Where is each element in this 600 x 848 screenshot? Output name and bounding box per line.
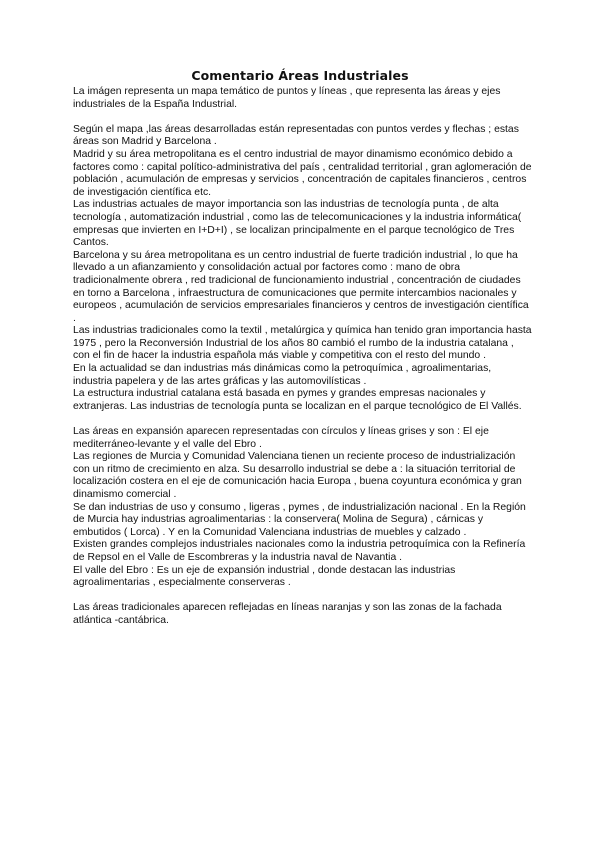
paragraph-gap — [73, 111, 533, 124]
paragraph-gap — [73, 590, 533, 603]
document-body — [73, 86, 533, 628]
paragraph-murcia-valencia: Las regiones de Murcia y Comunidad Valenciana tienen un reciente proceso de industrialización con un ritmo de crecimiento en alza. Su desarrollo industrial se debe a : la situación territorial de localización costera en el eje de comunicación hacia Europa , buena coyuntura económica y gran dinamismo comercial . — [73, 451, 522, 500]
document-title: Comentario Áreas Industriales — [191, 68, 409, 83]
paragraph-industry-types: Se dan industrias de uso y consumo , ligeras , pymes , de industrialización nacional . En la Región de Murcia hay industrias agroalimentarias : la conservera( Molina de Segura) , cárnicas y embutidos ( Lorca) . Y en la Comunidad Valenciana industrias de muebles y calzado . — [73, 501, 526, 538]
paragraph-complexes: Existen grandes complejos industriales nacionales como la industria petroquímica con la Refinería de Repsol en el Valle de Escombreras y la industria naval de Navantia . — [73, 539, 526, 563]
paragraph-catalan-structure: La estructura industrial catalana está basada en pymes y grandes empresas nacionales y extranjeras. Las industrias de tecnología punta se localizan en el parque tecnológico de El Vallés. — [73, 388, 522, 412]
paragraph-madrid-industries: Las industrias actuales de mayor importancia son las industrias de tecnología punta , de alta tecnología , automatización industrial , como las de telecomunicaciones y la industria informática( empresas que invierten en I+D+I) , se localizan principalmente en el parque tecnológico de Tres Cantos. — [73, 199, 522, 249]
paragraph-developed-areas: Según el mapa ,las áreas desarrolladas están representadas con puntos verdes y flechas ; estas áreas son Madrid y Barcelona . — [73, 123, 519, 148]
paragraph-traditional-areas: Las áreas tradicionales aparecen reflejadas en líneas naranjas y son las zonas de la fachada atlántica -cantábrica. — [73, 602, 502, 626]
paragraph-current-industries: En la actualidad se dan industrias más dinámicas como la petroquímica , agroalimentarias, industria papelera y de las artes gráficas y las automovilísticas . — [73, 363, 492, 387]
paragraph-traditional-industries: Las industrias tradicionales como la textil , metalúrgica y química han tenido gran importancia hasta 1975 , pero la Reconversión Industrial de los años 80 cambió el rumbo de la industria catalana , con el fin de hacer la industria española más viable y competitiva con el resto del mundo . — [73, 325, 532, 362]
paragraph-madrid: Madrid y su área metropolitana es el centro industrial de mayor dinamismo económico debido a factores como : capital político-administrativa del país , centralidad territorial , gran aglomeración de población , acumulación de empresas y servicios , concentración de capitales financieros , centros de investigación científica etc. — [73, 148, 532, 198]
paragraph-intro: La imágen representa un mapa temático de puntos y líneas , que representa las áreas y ejes industriales de la España Industrial. — [73, 86, 501, 110]
paragraph-ebro-valley: El valle del Ebro : Es un eje de expansión industrial , donde destacan las industrias agroalimentarias , especialmente conserveras . — [73, 564, 456, 589]
paragraph-barcelona: Barcelona y su área metropolitana es un centro industrial de fuerte tradición industrial , lo que ha llevado a un afianzamiento y consolidación actual por factores como : mano de obra tradicionalmente obrera , red tradicional de funcionamiento industrial , concentración de ciudades en torno a Barcelona , infraestructura de comunicaciones que permite intercambios nacionales y europeos , acumulación de servicios empresariales financieros y centros de investigación científica . — [73, 249, 529, 324]
paragraph-expansion-areas: Las áreas en expansión aparecen representadas con círculos y líneas grises y son : El eje mediterráneo-levante y el valle del Ebro . — [73, 426, 489, 450]
paragraph-gap — [73, 413, 533, 426]
